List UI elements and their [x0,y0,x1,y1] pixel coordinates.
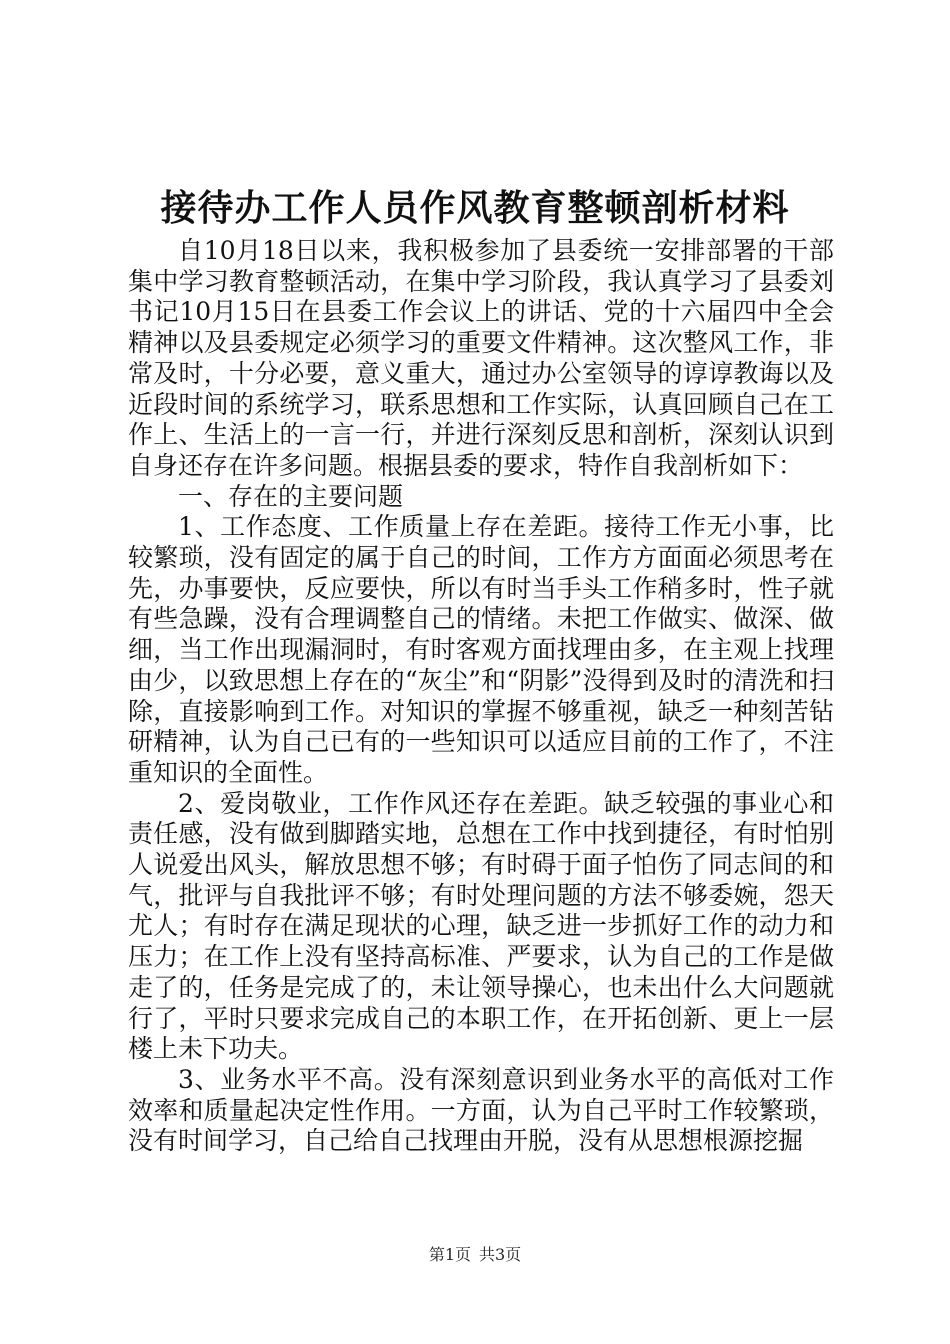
page-footer [0,1245,950,1265]
paragraph-item-2: 2、爱岗敬业，工作作风还存在差距。缺乏较强的事业心和责任感，没有做到脚踏实地，总想在工作中找到捷径，有时怕别人说爱出风头，解放思想不够；有时碍于面子怕伤了同志间的和气，批评与自我批评不够；有时处理问题的方法不够委婉，怨天尤人；有时存在满足现状的心理，缺乏进一步抓好工作的动力和压力；在工作上没有坚持高标准、严要求，认为自己的工作是做走了的，任务是完成了的，未让领导操心，也未出什么大问题就行了，平时只要求完成自己的本职工作，在开拓创新、更上一层楼上未下功夫。 [128,788,834,1064]
page-number: 第1页 [428,1245,471,1264]
document-body [128,236,834,1157]
paragraph-item-1: 1、工作态度、工作质量上存在差距。接待工作无小事，比较繁琐，没有固定的属于自己的时间，工作方方面面必须思考在先，办事要快，反应要快，所以有时当手头工作稍多时，性子就有些急躁，没有合理调整自己的情绪。未把工作做实、做深、做细，当工作出现漏洞时，有时客观方面找理由多，在主观上找理由少，以致思想上存在的“灰尘”和“阴影”没得到及时的清洗和扫除，直接影响到工作。对知识的掌握不够重视，缺乏一种刻苦钻研精神，认为自己已有的一些知识可以适应目前的工作了，不注重知识的全面性。 [128,512,834,787]
paragraph-intro: 自10月18日以来，我积极参加了县委统一安排部署的干部集中学习教育整顿活动，在集中学习阶段，我认真学习了县委刘书记10月15日在县委工作会议上的讲话、党的十六届四中全会精神以及县委规定必须学习的重要文件精神。这次整风工作，非常及时，十分必要，意义重大，通过办公室领导的谆谆教诲以及近段时间的系统学习，联系思想和工作实际，认真回顾自己在工作上、生活上的一言一行，并进行深刻反思和剖析，深刻认识到自身还存在许多问题。根据县委的要求，特作自我剖析如下： [128,236,834,480]
section-heading-problems: 一、存在的主要问题 [178,481,404,511]
paragraph-item-3: 3、业务水平不高。没有深刻意识到业务水平的高低对工作效率和质量起决定性作用。一方面，认为自己平时工作较繁琐，没有时间学习，自己给自己找理由开脱，没有从思想根源挖掘 [128,1064,834,1156]
document-title: 接待办工作人员作风教育整顿剖析材料 [160,187,790,229]
page-total: 共3页 [479,1245,522,1264]
